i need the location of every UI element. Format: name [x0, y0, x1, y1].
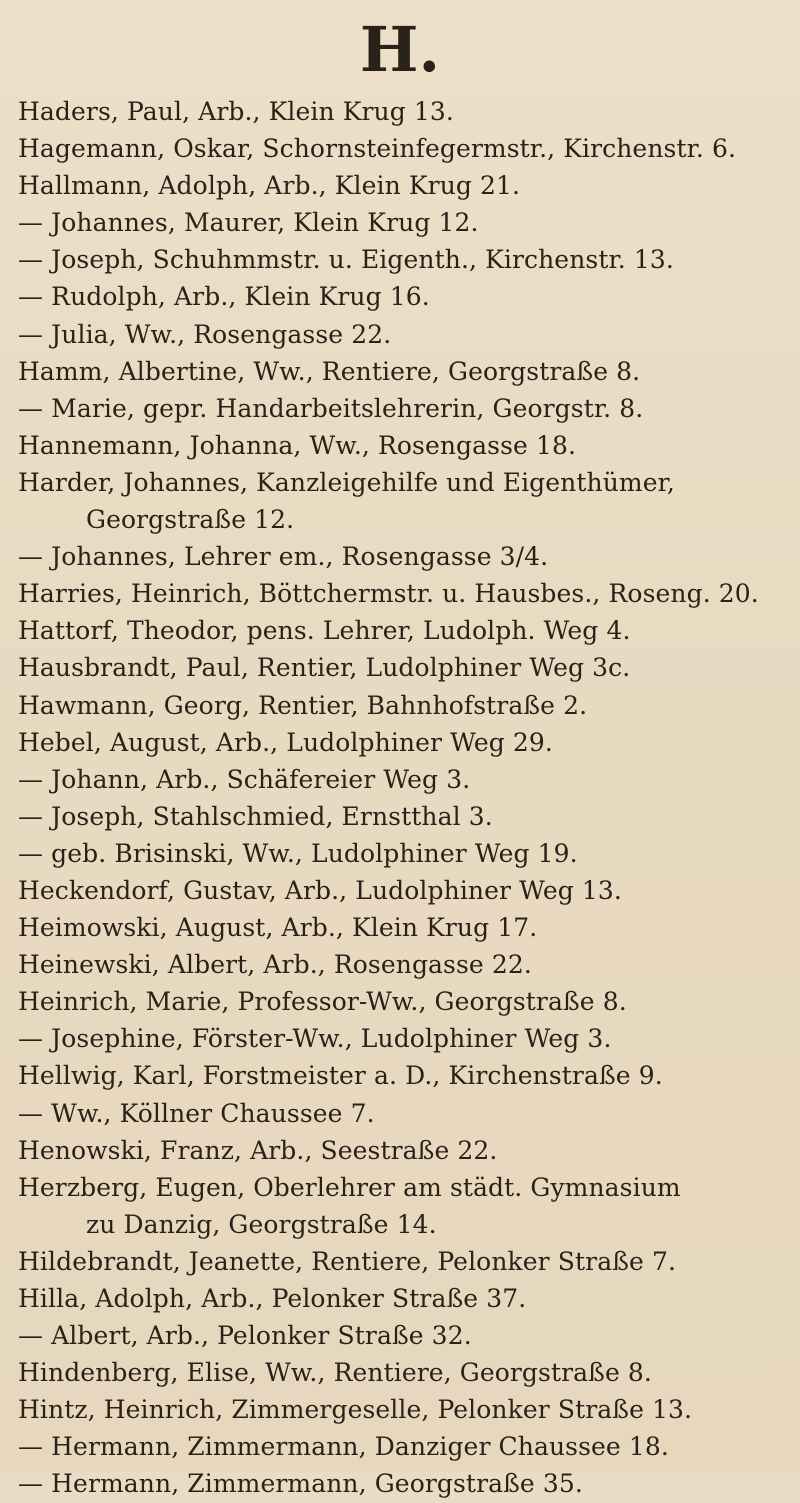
directory-entry: Hausbrandt, Paul, Rentier, Ludolphiner Weg 3c. [18, 653, 631, 683]
directory-entry: Henowski, Franz, Arb., Seestraße 22. [18, 1135, 498, 1165]
directory-entry: Haders, Paul, Arb., Klein Krug 13. [18, 97, 454, 126]
directory-entry: — Rudolph, Arb., Klein Krug 16. [18, 282, 430, 312]
directory-entry: Hamm, Albertine, Ww., Rentiere, Georgstraße 8. [18, 356, 641, 386]
directory-entry: Hellwig, Karl, Forstmeister a. D., Kirchenstraße 9. [18, 1061, 663, 1091]
directory-entry: Hilla, Adolph, Arb., Pelonker Straße 37. [18, 1284, 527, 1313]
section-letter-heading: H. [359, 13, 441, 86]
directory-entry: — geb. Brisinski, Ww., Ludolphiner Weg 19. [18, 838, 578, 868]
directory-entry: Hebel, August, Arb., Ludolphiner Weg 29. [18, 727, 553, 757]
directory-entry-list [0, 93, 800, 1503]
directory-entry: — Albert, Arb., Pelonker Straße 32. [18, 1321, 472, 1351]
directory-entry: — Ww., Köllner Chaussee 7. [18, 1098, 375, 1128]
directory-entry: — Johann, Arb., Schäfereier Weg 3. [18, 764, 471, 794]
directory-entry: — Johannes, Lehrer em., Rosengasse 3/4. [18, 542, 549, 572]
directory-entry: — Marie, gepr. Handarbeitslehrerin, Georgstr. 8. [18, 393, 644, 423]
directory-entry: Herzberg, Eugen, Oberlehrer am städt. Gymnasium [18, 1172, 681, 1202]
directory-entry: Hagemann, Oskar, Schornsteinfegermstr., Kirchenstr. 6. [18, 134, 737, 164]
directory-entry: Heckendorf, Gustav, Arb., Ludolphiner Weg 13. [18, 875, 622, 905]
directory-entry: Hattorf, Theodor, pens. Lehrer, Ludolph. Weg 4. [18, 616, 631, 646]
directory-entry: Hintz, Heinrich, Zimmergeselle, Pelonker Straße 13. [18, 1395, 693, 1425]
directory-entry: Heinrich, Marie, Professor-Ww., Georgstraße 8. [18, 987, 627, 1017]
directory-entry: Hallmann, Adolph, Arb., Klein Krug 21. [18, 171, 521, 201]
directory-entry: — Joseph, Schuhmmstr. u. Eigenth., Kirchenstr. 13. [18, 245, 674, 275]
directory-entry: — Josephine, Förster-Ww., Ludolphiner Weg 3. [18, 1024, 612, 1054]
directory-entry: — Julia, Ww., Rosengasse 22. [18, 319, 392, 349]
directory-entry: Heinewski, Albert, Arb., Rosengasse 22. [18, 950, 532, 980]
directory-entry: — Hermann, Zimmermann, Georgstraße 35. [18, 1469, 583, 1499]
directory-entry-continuation: zu Danzig, Georgstraße 14. [86, 1209, 437, 1239]
directory-entry: Hawmann, Georg, Rentier, Bahnhofstraße 2. [18, 690, 588, 720]
directory-entry: — Hermann, Zimmermann, Danziger Chaussee 18. [18, 1432, 669, 1462]
directory-entry: — Joseph, Stahlschmied, Ernstthal 3. [18, 801, 493, 831]
directory-entry: Hindenberg, Elise, Ww., Rentiere, Georgstraße 8. [18, 1358, 652, 1388]
directory-entry: — Johannes, Maurer, Klein Krug 12. [18, 208, 479, 238]
directory-entry-continuation: Georgstraße 12. [86, 505, 295, 535]
directory-entry: Hildebrandt, Jeanette, Rentiere, Pelonker Straße 7. [18, 1246, 676, 1276]
directory-entry: Hannemann, Johanna, Ww., Rosengasse 18. [18, 430, 577, 460]
directory-entry: Harder, Johannes, Kanzleigehilfe und Eigenthümer, [18, 467, 675, 497]
directory-entry: Harries, Heinrich, Böttchermstr. u. Hausbes., Roseng. 20. [18, 579, 759, 609]
directory-entry: Heimowski, August, Arb., Klein Krug 17. [18, 913, 538, 943]
